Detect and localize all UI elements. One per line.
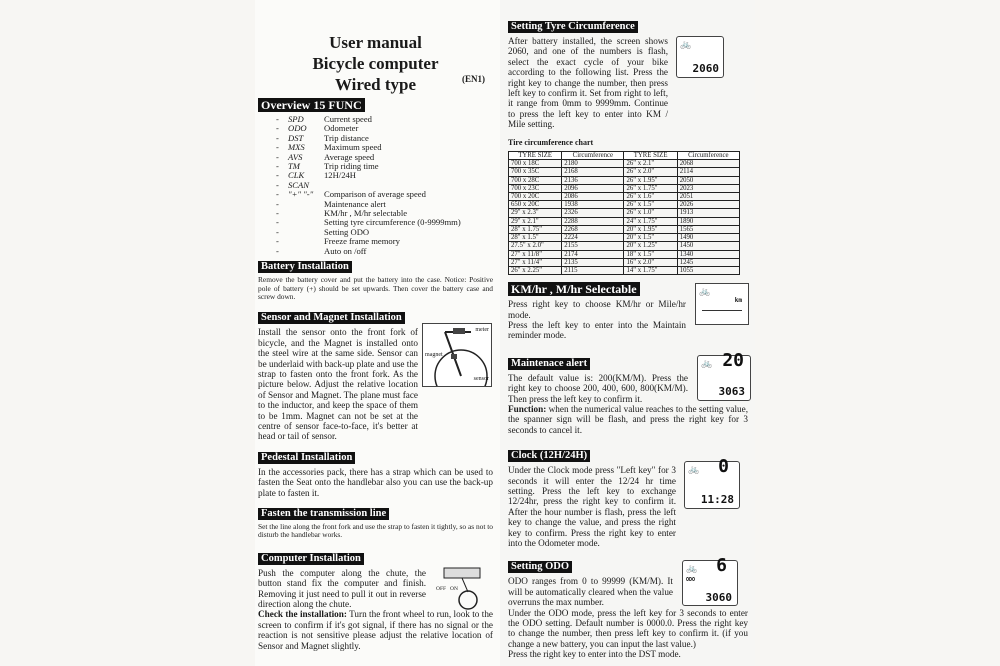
table-cell: 2051 (677, 193, 739, 201)
function-abbrev: "+" "-" (288, 189, 314, 200)
table-cell: 2174 (562, 250, 624, 258)
function-item: - SCAN (276, 181, 493, 190)
table-cell: 2136 (562, 176, 624, 184)
table-cell: 20" x 1.5" (624, 234, 677, 242)
battery-text: Remove the battery cover and put the battery into the case. Notice: Positive pole of battery (+) should be set upwards. Then cover the battery case and screw down. (258, 275, 493, 301)
title-line-1: User manual (329, 33, 422, 52)
table-cell: 2288 (562, 217, 624, 225)
maintenance-header: Maintenace alert (508, 358, 590, 370)
table-cell: 26" x 1.0" (624, 209, 677, 217)
tyre-header: Setting Tyre Circumference (508, 21, 638, 33)
table-cell: 2023 (677, 184, 739, 192)
sensor-label: sensor (473, 375, 489, 382)
table-cell: 1450 (677, 242, 739, 250)
function-item: - Freeze frame memory (276, 236, 400, 247)
table-cell: 1565 (677, 225, 739, 233)
table-row (509, 225, 740, 233)
table-row (509, 234, 740, 242)
function-abbrev (288, 247, 324, 256)
function-abbrev: TM (288, 161, 300, 172)
table-cell: 700 x 20C (509, 193, 562, 201)
odo-text-2: Under the ODO mode, press the left key for 3 seconds to enter the ODO setting. Default number is 0000.0. Press the right key to change the number, then press left key to confirm it. (if you change a new battery, you can input the last value.) (508, 607, 748, 649)
km-text-1: Press right key to choose KM/hr or Mile/hr mode. (508, 299, 686, 320)
function-item: - DST Trip distance (276, 132, 369, 143)
table-cell: 2114 (677, 168, 739, 176)
function-item: - Setting tyre circumference (0-9999mm) (276, 217, 461, 228)
table-row (509, 184, 740, 192)
table-header-cell: Circumference (562, 152, 624, 160)
table-cell: 1340 (677, 250, 739, 258)
sensor-text: Install the sensor onto the front fork of bicycle, and the Magnet is installed onto the steel wire at the same side. Sensor can be underlaid with back-up plate and use the strap to fasten onto the front fork. As the picture below. Adjust the relative location of Sensor and Magnet. The plane must face to the inductor, and keep the space of them to be 1mm. Magnet can not be set at the centre of sensor face-to-face, it's better at head or tail of sensor. (258, 327, 418, 442)
table-cell: 26" x 1.75" (624, 184, 677, 192)
lcd-tyre (676, 36, 724, 78)
table-cell: 14" x 1.75" (624, 266, 677, 274)
table-cell: 20" x 1.25" (624, 242, 677, 250)
fasten-header: Fasten the transmission line (258, 508, 389, 520)
function-item: - AVS Average speed (276, 151, 375, 162)
table-cell: 1245 (677, 258, 739, 266)
table-cell: 2135 (562, 258, 624, 266)
table-row (509, 201, 740, 209)
table-cell: 2155 (562, 242, 624, 250)
table-cell: 1913 (677, 209, 739, 217)
meter-label: meter (475, 327, 489, 334)
maintenance-text: The default value is: 200(KM/M). Press the right key to choose 200, 400, 600, 800(KM/M). Then press the left key to confirm it. (508, 372, 688, 404)
table-cell: 2180 (562, 160, 624, 168)
function-abbrev: SPD (288, 114, 304, 124)
table-cell: 650 x 20C (509, 201, 562, 209)
table-cell: 700 x 18C (509, 160, 562, 168)
function-desc: Setting ODO (324, 226, 370, 237)
table-cell: 28" x 1.75" (509, 225, 562, 233)
table-cell: 1490 (677, 234, 739, 242)
function-desc: Setting tyre circumference (0-9999mm) (324, 217, 461, 228)
lcd-clock-top: 0 (718, 456, 729, 478)
table-row (509, 258, 740, 266)
table-cell: 2026 (677, 201, 739, 209)
function-item: - SPD Current speed (276, 114, 372, 124)
function-text: when the numerical value reaches to the setting value, the spanner sign will be flash, and press the right key for 3 seconds to cancel it. (508, 403, 748, 435)
language-code: (EN1) (462, 74, 485, 84)
magnet-label: magnet (425, 352, 443, 359)
table-cell: 26" x 1.6" (624, 193, 677, 201)
function-desc: Maximum speed (324, 142, 382, 153)
function-abbrev (288, 209, 324, 218)
check-text: Turn the front wheel to run, look to the screen to confirm if it's got signal, if there has no signal or the reaction is not sensitive please adjust the relative location of Sensor and Magnet slightly. (258, 609, 493, 651)
bike-icon: 🚲 (701, 357, 713, 368)
lcd-maint-top: 20 (722, 349, 744, 371)
table-cell: 700 x 23C (509, 184, 562, 192)
table-header-cell: TYRE SIZE (509, 152, 562, 160)
lcd-tyre-value: 2060 (692, 61, 719, 75)
table-cell: 26" x 2.1" (624, 160, 677, 168)
table-cell: 2326 (562, 209, 624, 217)
table-cell: 26" x 2.25" (509, 266, 562, 274)
table-cell: 27" x 11/8" (509, 250, 562, 258)
function-abbrev: MXS (288, 142, 305, 153)
function-item: - MXS Maximum speed (276, 142, 382, 153)
bike-icon: 🚲 (699, 286, 711, 297)
clock-text: Under the Clock mode press "Left key" for 3 seconds it will enter the 12/24 hr time setting. Press the left key to exchange 12/24hr, press the right key to confirm it. After the hour number is flash, press the left key to change the value, and press the right key to confirm. Press the right key to enter into the Odometer mode. (508, 465, 676, 549)
lcd-odo-label: ODO (686, 577, 696, 584)
function-abbrev (288, 200, 324, 209)
table-row (509, 217, 740, 225)
table-cell: 27.5" x 2.0" (509, 242, 562, 250)
lcd-clock (684, 456, 740, 509)
table-cell: 2268 (562, 225, 624, 233)
table-cell: 2168 (562, 168, 624, 176)
function-desc: Comparison of average speed (324, 189, 426, 200)
function-abbrev: ODO (288, 123, 307, 134)
function-desc: KM/hr , M/hr selectable (324, 208, 408, 219)
table-row (509, 250, 740, 258)
function-item: - Setting ODO (276, 226, 370, 237)
table-cell: 18" x 1.5" (624, 250, 677, 258)
table-row (509, 160, 740, 168)
left-column (258, 32, 493, 651)
table-row (509, 266, 740, 274)
tire-chart-title: Tire circumference chart (508, 137, 594, 147)
battery-header: Battery Installation (258, 261, 352, 273)
table-row (509, 168, 740, 176)
table-cell: 1938 (562, 201, 624, 209)
function-abbrev (288, 237, 324, 246)
table-header-cell: TYRE SIZE (624, 152, 677, 160)
lcd-maintenance (697, 349, 751, 401)
function-abbrev (288, 228, 324, 237)
bike-icon: 🚲 (680, 39, 692, 49)
table-cell: 1890 (677, 217, 739, 225)
fasten-text: Set the line along the front fork and use the strap to fasten it tightly, so as not to disturb the handlebar works. (258, 522, 493, 540)
lcd-odo-bottom: 3060 (705, 591, 732, 605)
odo-text-1: ODO ranges from 0 to 99999 (KM/M). It will be automatically cleared when the value overruns the max number. (508, 576, 673, 608)
function-item: - Maintenance alert (276, 198, 386, 209)
tire-circumference-table (508, 151, 740, 275)
off-label: OFF (436, 585, 447, 592)
table-cell: 26" x 1.5" (624, 201, 677, 209)
table-header-cell: Circumference (677, 152, 739, 160)
table-cell: 2050 (677, 176, 739, 184)
lcd-km (695, 283, 749, 325)
table-cell: 2115 (562, 266, 624, 274)
km-text-2: Press the left key to enter into the Maintain reminder mode. (508, 319, 686, 341)
sensor-figure (422, 323, 492, 387)
table-row (509, 242, 740, 250)
function-abbrev: DST (288, 132, 304, 143)
km-header: KM/hr , M/hr Selectable (508, 282, 640, 296)
function-item: - KM/hr , M/hr selectable (276, 208, 408, 219)
table-row (509, 176, 740, 184)
computer-figure (436, 564, 492, 612)
table-cell: 27" x 11/4" (509, 258, 562, 266)
sensor-header: Sensor and Magnet Installation (258, 312, 405, 324)
function-list (276, 115, 493, 256)
clock-header: Clock (12H/24H) (508, 450, 590, 462)
lcd-maint-bottom: 3063 (718, 385, 745, 399)
function-item: - TM Trip riding time (276, 161, 379, 172)
function-item: - ODO Odometer (276, 123, 359, 134)
function-abbrev: AVS (288, 151, 303, 162)
table-cell: 26" x 1.95" (624, 176, 677, 184)
function-desc: Average speed (324, 151, 375, 162)
title-line-2: Bicycle computer (312, 54, 439, 73)
table-cell: 26" x 2.0" (624, 168, 677, 176)
overview-header: Overview 15 FUNC (258, 98, 365, 112)
function-item: - Auto on /off (276, 245, 367, 256)
function-desc: Maintenance alert (324, 198, 386, 209)
table-cell: 24" x 1.75" (624, 217, 677, 225)
function-desc: Odometer (324, 123, 359, 134)
computer-text: Push the computer along the chute, the button stand fix the computer and finish. Removing it just need to pull it out in reverse direction along the chute. (258, 567, 426, 610)
function-abbrev: SCAN (288, 179, 310, 190)
table-cell: 2068 (677, 160, 739, 168)
function-desc: 12H/24H (324, 170, 356, 181)
table-cell: 700 x 28C (509, 176, 562, 184)
function-desc: Auto on /off (324, 245, 367, 256)
table-row (509, 193, 740, 201)
function-abbrev (288, 218, 324, 227)
on-label: ON (450, 585, 458, 592)
check-label: Check the installation: (258, 609, 347, 620)
function-label: Function: (508, 403, 547, 414)
table-cell: 29" x 2.3" (509, 209, 562, 217)
function-item: - "+" "-" Comparison of average speed (276, 189, 426, 200)
function-abbrev: CLK (288, 170, 305, 181)
odo-text-3: Press the right key to enter into the DST mode. (508, 649, 681, 660)
tyre-text: After battery installed, the screen shows 2060, and one of the numbers is flash, select the exact cycle of your bike according to the following list. Press the right key to change the number, then press left key to confirm it. Set from right to left, it range from 0mm to 9999mm. Continue to press the left key to enter into KM / Mile setting. (508, 36, 668, 130)
table-cell: 2086 (562, 193, 624, 201)
lcd-odo (682, 555, 738, 606)
odo-header: Setting ODO (508, 561, 572, 573)
table-cell: 16" x 2.0" (624, 258, 677, 266)
function-desc: Trip distance (324, 132, 369, 143)
function-desc: Trip riding time (324, 161, 379, 172)
title-line-3: Wired type (334, 75, 417, 94)
bike-icon: 🚲 (688, 464, 700, 475)
bike-icon: 🚲 (686, 563, 698, 574)
table-cell: 1055 (677, 266, 739, 274)
function-desc: Current speed (324, 114, 372, 124)
table-cell: 700 x 35C (509, 168, 562, 176)
table-cell: 29" x 2.1" (509, 217, 562, 225)
lcd-odo-top: 6 (716, 555, 727, 577)
table-cell: 2096 (562, 184, 624, 192)
right-column (508, 18, 748, 660)
pedestal-header: Pedestal Installation (258, 452, 355, 464)
table-row (509, 209, 740, 217)
function-item: - CLK 12H/24H (276, 170, 356, 181)
table-cell: 2224 (562, 234, 624, 242)
computer-header: Computer Installation (258, 553, 364, 565)
table-cell: 20" x 1.95" (624, 225, 677, 233)
lcd-clock-bottom: 11:28 (700, 492, 734, 506)
pedestal-text: In the accessories pack, there has a strap which can be used to fasten the Seat onto the handlebar also you can use the back-up plate to fasten it. (258, 466, 493, 498)
function-desc: Freeze frame memory (324, 236, 400, 247)
table-cell: 28" x 1.5" (509, 234, 562, 242)
lcd-km-unit: km (734, 297, 742, 305)
